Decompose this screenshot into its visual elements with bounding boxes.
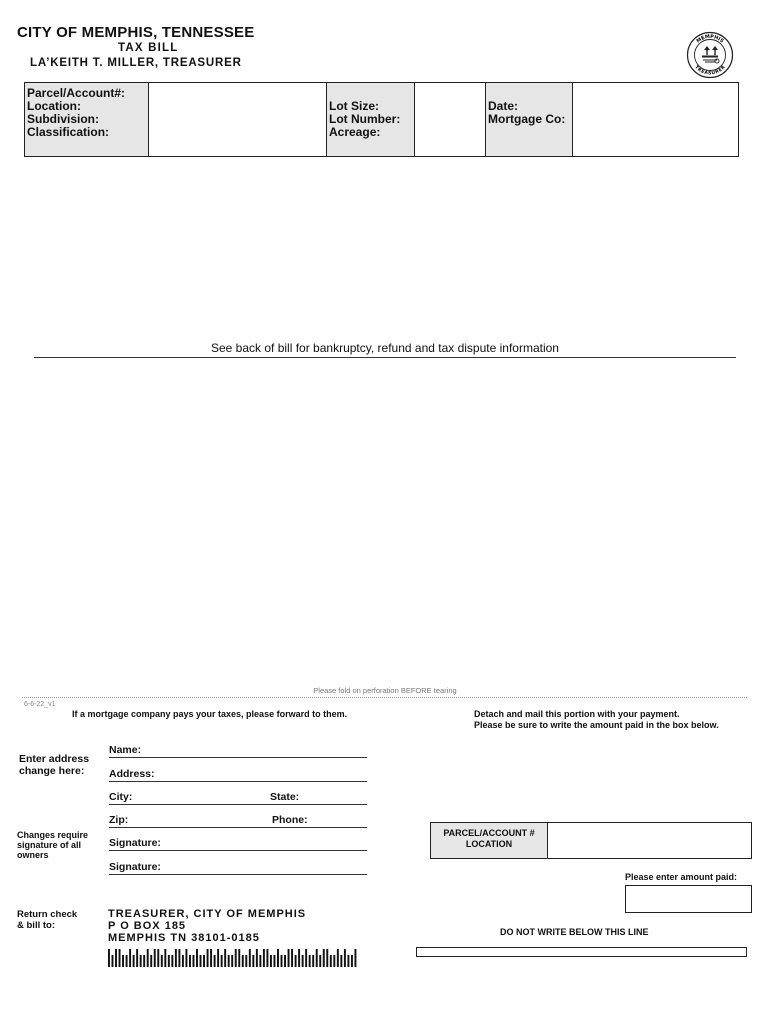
changes-note-1: Changes require <box>17 830 89 840</box>
return-label-2: & bill to: <box>17 920 55 931</box>
do-not-write-notice: DO NOT WRITE BELOW THIS LINE <box>500 927 649 937</box>
parcel-values-cell <box>149 83 327 156</box>
address-field[interactable]: Address: <box>109 767 367 782</box>
detach-instruction-2: Please be sure to write the amount paid in the box below. <box>474 720 719 730</box>
form-version: 6-6-22_v1 <box>24 701 56 708</box>
mortgage-note: If a mortgage company pays your taxes, please forward to them. <box>72 709 348 719</box>
address-change-label-2: change here: <box>19 765 85 777</box>
location-label: Location: <box>27 99 81 113</box>
address-change-label-1: Enter address <box>19 753 90 765</box>
city-title: CITY OF MEMPHIS, TENNESSEE <box>17 24 255 41</box>
mailing-address-line-1: TREASURER, CITY OF MEMPHIS <box>108 908 307 920</box>
date-values-cell <box>573 83 738 156</box>
seal-text-bottom: TREASURER <box>693 65 727 77</box>
dispute-notice: See back of bill for bankruptcy, refund and tax dispute information <box>211 341 559 355</box>
notice-divider <box>34 357 736 358</box>
lot-size-label: Lot Size: <box>329 99 379 113</box>
changes-note-3: owners <box>17 850 49 860</box>
lot-number-label: Lot Number: <box>329 112 401 126</box>
mailing-address-line-3: MEMPHIS TN 38101-0185 <box>108 932 260 944</box>
parcel-box-label-2: LOCATION <box>465 839 513 849</box>
zip-field[interactable]: Zip: <box>109 813 367 828</box>
mortgage-co-label: Mortgage Co: <box>488 112 566 126</box>
name-field[interactable]: Name: <box>109 743 367 758</box>
signature-field-1[interactable]: Signature: <box>109 836 367 851</box>
classification-label: Classification: <box>27 125 110 139</box>
bill-type: TAX BILL <box>118 42 179 54</box>
date-label: Date: <box>488 99 519 113</box>
city-field[interactable]: City: <box>109 790 367 805</box>
state-field-label[interactable]: State: <box>270 791 300 803</box>
acreage-label: Acreage: <box>329 125 381 139</box>
seal-text-top: MEMPHIS <box>695 33 725 45</box>
memphis-treasurer-seal-icon <box>686 31 734 79</box>
signature-field-2[interactable]: Signature: <box>109 860 367 875</box>
perforation-line <box>22 697 747 698</box>
subdivision-label: Subdivision: <box>27 112 99 126</box>
postal-barcode-icon <box>108 949 358 967</box>
treasurer-name: LA’KEITH T. MILLER, TREASURER <box>30 57 242 69</box>
detach-instruction-1: Detach and mail this portion with your payment. <box>474 709 680 719</box>
phone-field-label[interactable]: Phone: <box>272 814 308 826</box>
parcel-box-label <box>431 823 548 858</box>
date-labels-cell <box>486 83 573 156</box>
changes-note-2: signature of all <box>17 840 82 850</box>
amount-paid-label: Please enter amount paid: <box>625 872 738 882</box>
property-info-table <box>24 82 739 157</box>
mailing-address-line-2: P O BOX 185 <box>108 920 187 932</box>
parcel-box-label-1: PARCEL/ACCOUNT # <box>443 828 535 838</box>
lot-labels-cell <box>327 83 415 156</box>
return-label-1: Return check <box>17 909 78 920</box>
fold-instruction: Please fold on perforation BEFORE tearing <box>313 686 457 695</box>
parcel-account-box <box>430 822 752 859</box>
parcel-labels-cell <box>25 83 149 156</box>
do-not-write-bar <box>416 947 747 957</box>
parcel-account-label: Parcel/Account#: <box>27 86 126 100</box>
amount-paid-input[interactable] <box>625 885 752 913</box>
lot-values-cell <box>415 83 486 156</box>
